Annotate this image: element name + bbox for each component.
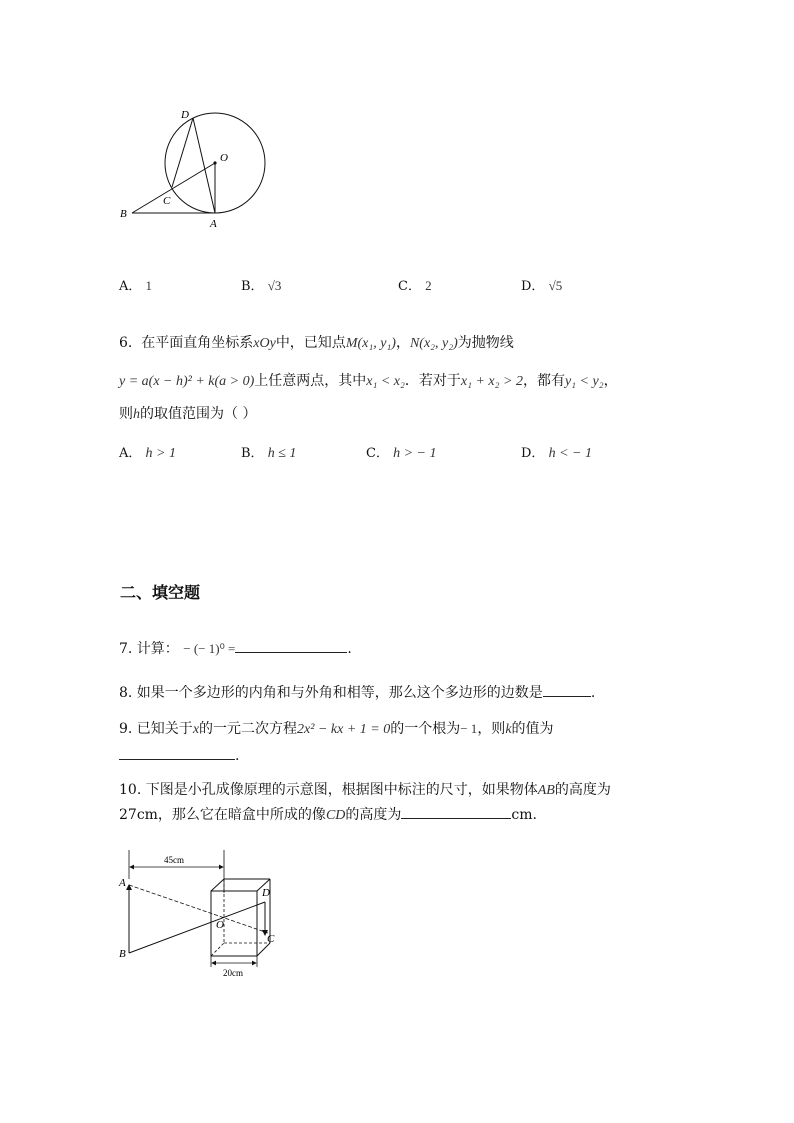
box-top-left-edge: [211, 879, 224, 891]
label-d: D: [181, 109, 189, 121]
label-d2: D: [262, 887, 270, 899]
dim-45-label: 45cm: [164, 855, 184, 865]
q9-line2: .: [119, 745, 239, 764]
segment-bo: [132, 163, 215, 213]
q8-answer-blank[interactable]: [543, 682, 591, 697]
q6-option-b: B． h ≤ 1: [241, 446, 297, 461]
label-b2: B: [119, 948, 126, 960]
q8-line: 8. 如果一个多边形的内角和与外角和相等，那么这个多边形的边数是 .: [119, 682, 595, 702]
label-b: B: [120, 208, 127, 220]
section-title: 二、填空题: [120, 583, 201, 602]
q5-option-c: C． 2: [398, 278, 432, 294]
q7-answer-blank[interactable]: [235, 638, 347, 653]
q6-option-d: D． h < − 1: [521, 446, 592, 461]
dim-20-label: 20cm: [223, 968, 243, 978]
label-a: A: [210, 218, 217, 230]
box-hidden-diagonal: [211, 943, 224, 956]
center-dot: [213, 161, 216, 164]
q6-line2: y = a(x − h)² + k(a > 0)上任意两点，其中x₁ < x₂．若对于x₁ + x₂ > 2，都有y₁ < y₂，: [119, 373, 618, 389]
q9-answer-blank[interactable]: [119, 745, 235, 760]
label-c2: C: [267, 933, 275, 945]
q5-option-b: B． √3: [241, 278, 282, 294]
label-c: C: [163, 195, 171, 207]
circle-figure: [110, 100, 280, 240]
q5-option-a: A． 1: [119, 278, 153, 294]
q5-option-d: D． √5: [521, 278, 563, 294]
q6-line3: 则h的取值范围为（ ）: [119, 406, 257, 422]
q10-answer-blank[interactable]: [401, 804, 511, 819]
pinhole-figure: [110, 845, 290, 980]
label-a2: A: [119, 877, 126, 889]
ray-b-to-d: [129, 902, 265, 953]
q9-line1: 9. 已知关于x的一元二次方程2x² − kx + 1 = 0的一个根为− 1，则k的值为: [119, 721, 554, 737]
q10-line1: 10. 下图是小孔成像原理的示意图，根据图中标注的尺寸，如果物体AB的高度为: [119, 782, 611, 798]
label-o: O: [220, 152, 228, 164]
segment-dc: [172, 118, 193, 187]
q10-line2: 27cm，那么它在暗盒中所成的像CD的高度为 cm.: [119, 804, 537, 824]
q7-line: 7. 计算： − (− 1)⁰ = .: [119, 638, 352, 658]
q6-option-a: A． h > 1: [119, 446, 176, 461]
label-o2: O: [216, 919, 224, 931]
q6-option-c: C． h > − 1: [366, 446, 437, 461]
q6-line1: 6. 在平面直角坐标系xOy中，已知点M(x₁, y₁)，N(x₂, y₂)为抛物线: [119, 335, 514, 351]
